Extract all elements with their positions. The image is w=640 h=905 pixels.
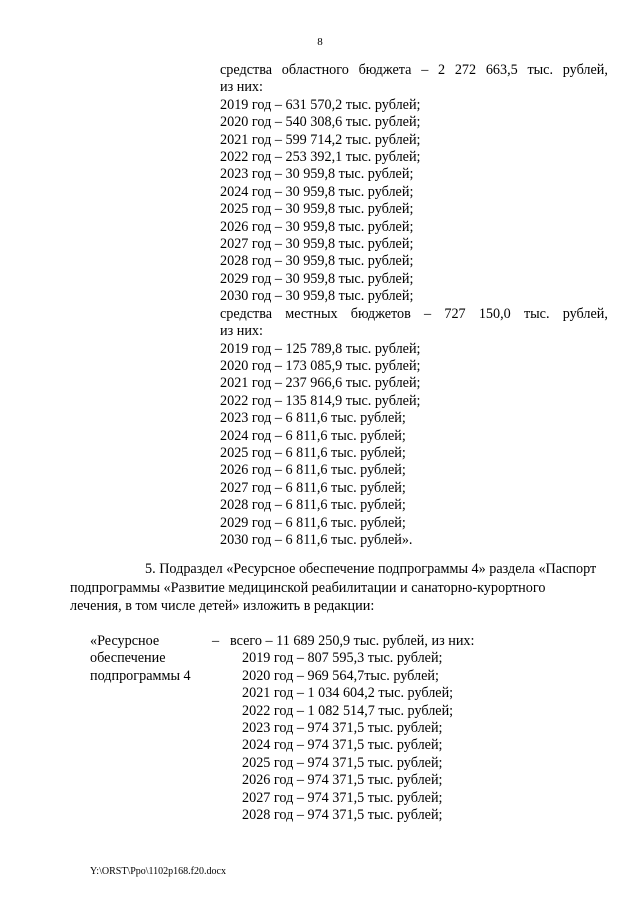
regional-budget-header — [220, 62, 608, 79]
year-line: 2027 год – 30 959,8 тыс. рублей; — [220, 236, 414, 253]
header-word: 150,0 — [478, 305, 511, 322]
year-line: 2028 год – 6 811,6 тыс. рублей; — [220, 497, 406, 514]
year-line: 2026 год – 30 959,8 тыс. рублей; — [220, 218, 414, 235]
local-budget-sub: из них: — [220, 323, 263, 340]
header-word: бюджета — [358, 62, 412, 78]
year-line: 2026 год – 974 371,5 тыс. рублей; — [242, 772, 443, 789]
local-budget-header — [220, 306, 608, 323]
year-line: 2025 год – 30 959,8 тыс. рублей; — [220, 201, 414, 218]
year-line: 2024 год – 30 959,8 тыс. рублей; — [220, 183, 414, 200]
resource-dash: – — [212, 633, 220, 649]
year-line: 2028 год – 974 371,5 тыс. рублей; — [242, 807, 443, 824]
year-line: 2022 год – 253 392,1 тыс. рублей; — [220, 149, 421, 166]
header-word: областного — [281, 62, 349, 78]
year-line: 2024 год – 6 811,6 тыс. рублей; — [220, 427, 406, 444]
year-line: 2028 год – 30 959,8 тыс. рублей; — [220, 253, 414, 270]
regional-budget-years — [220, 97, 608, 306]
year-line: 2029 год – 6 811,6 тыс. рублей; — [220, 514, 406, 531]
header-word: рублей, — [562, 305, 608, 322]
paragraph-5-line-2: подпрограммы «Развитие медицинской реабилитации и санаторно-курортного — [70, 579, 546, 596]
year-line: 2023 год – 30 959,8 тыс. рублей; — [220, 166, 414, 183]
year-line: 2027 год – 6 811,6 тыс. рублей; — [220, 479, 406, 496]
resource-label-line: «Ресурсное — [90, 633, 160, 649]
resource-label — [90, 633, 210, 685]
year-line: 2022 год – 1 082 514,7 тыс. рублей; — [242, 702, 454, 719]
header-word: рублей, — [562, 62, 608, 78]
year-line: 2019 год – 807 595,3 тыс. рублей; — [242, 650, 443, 667]
resource-years — [230, 650, 608, 824]
footer-file-path: Y:\ORST\Ppo\1102p168.f20.docx — [90, 866, 226, 877]
header-word: тыс. — [527, 62, 554, 78]
resource-label-line: подпрограммы 4 — [90, 667, 191, 684]
header-word: 2 — [438, 62, 446, 78]
header-word: 663,5 — [485, 62, 518, 78]
year-line: 2021 год – 237 966,6 тыс. рублей; — [220, 375, 421, 392]
year-line: 2030 год – 6 811,6 тыс. рублей». — [220, 531, 413, 548]
header-word: местных — [285, 305, 338, 322]
year-line: 2030 год – 30 959,8 тыс. рублей; — [220, 288, 414, 305]
page-number: 8 — [317, 36, 323, 48]
year-line: 2023 год – 974 371,5 тыс. рублей; — [242, 720, 443, 737]
header-word: 272 — [454, 62, 477, 78]
year-line: 2019 год – 631 570,2 тыс. рублей; — [220, 96, 421, 113]
year-line: 2021 год – 599 714,2 тыс. рублей; — [220, 131, 421, 148]
resource-total: всего – 11 689 250,9 тыс. рублей, из них: — [230, 633, 475, 649]
paragraph-5 — [70, 560, 608, 616]
year-line: 2020 год – 173 085,9 тыс. рублей; — [220, 357, 421, 374]
regional-budget-sub: из них: — [220, 79, 263, 96]
local-budget-years — [220, 341, 608, 550]
funding-block — [220, 62, 608, 549]
year-line: 2024 год – 974 371,5 тыс. рублей; — [242, 737, 443, 754]
header-word: – — [424, 305, 432, 322]
year-line: 2027 год – 974 371,5 тыс. рублей; — [242, 789, 443, 806]
year-line: 2025 год – 974 371,5 тыс. рублей; — [242, 754, 443, 771]
header-word: средства — [220, 62, 273, 78]
year-line: 2025 год – 6 811,6 тыс. рублей; — [220, 444, 406, 461]
header-word: бюджетов — [350, 305, 411, 322]
year-line: 2021 год – 1 034 604,2 тыс. рублей; — [242, 685, 454, 702]
paragraph-5-line-3: лечения, в том числе детей» изложить в редакции: — [70, 598, 375, 614]
header-word: – — [421, 62, 429, 78]
header-word: 727 — [444, 305, 466, 322]
year-line: 2023 год – 6 811,6 тыс. рублей; — [220, 410, 406, 427]
header-word: средства — [220, 305, 273, 322]
header-word: тыс. — [523, 305, 550, 322]
year-line: 2026 год – 6 811,6 тыс. рублей; — [220, 462, 406, 479]
year-line: 2020 год – 969 564,7тыс. рублей; — [242, 667, 439, 684]
paragraph-5-line-1: 5. Подраздел «Ресурсное обеспечение подпрограммы 4» раздела «Паспорт — [145, 561, 597, 577]
year-line: 2020 год – 540 308,6 тыс. рублей; — [220, 114, 421, 131]
year-line: 2022 год – 135 814,9 тыс. рублей; — [220, 392, 421, 409]
resource-values — [230, 633, 608, 824]
year-line: 2019 год – 125 789,8 тыс. рублей; — [220, 340, 421, 357]
resource-label-line: обеспечение — [90, 650, 166, 667]
year-line: 2029 год – 30 959,8 тыс. рублей; — [220, 270, 414, 287]
